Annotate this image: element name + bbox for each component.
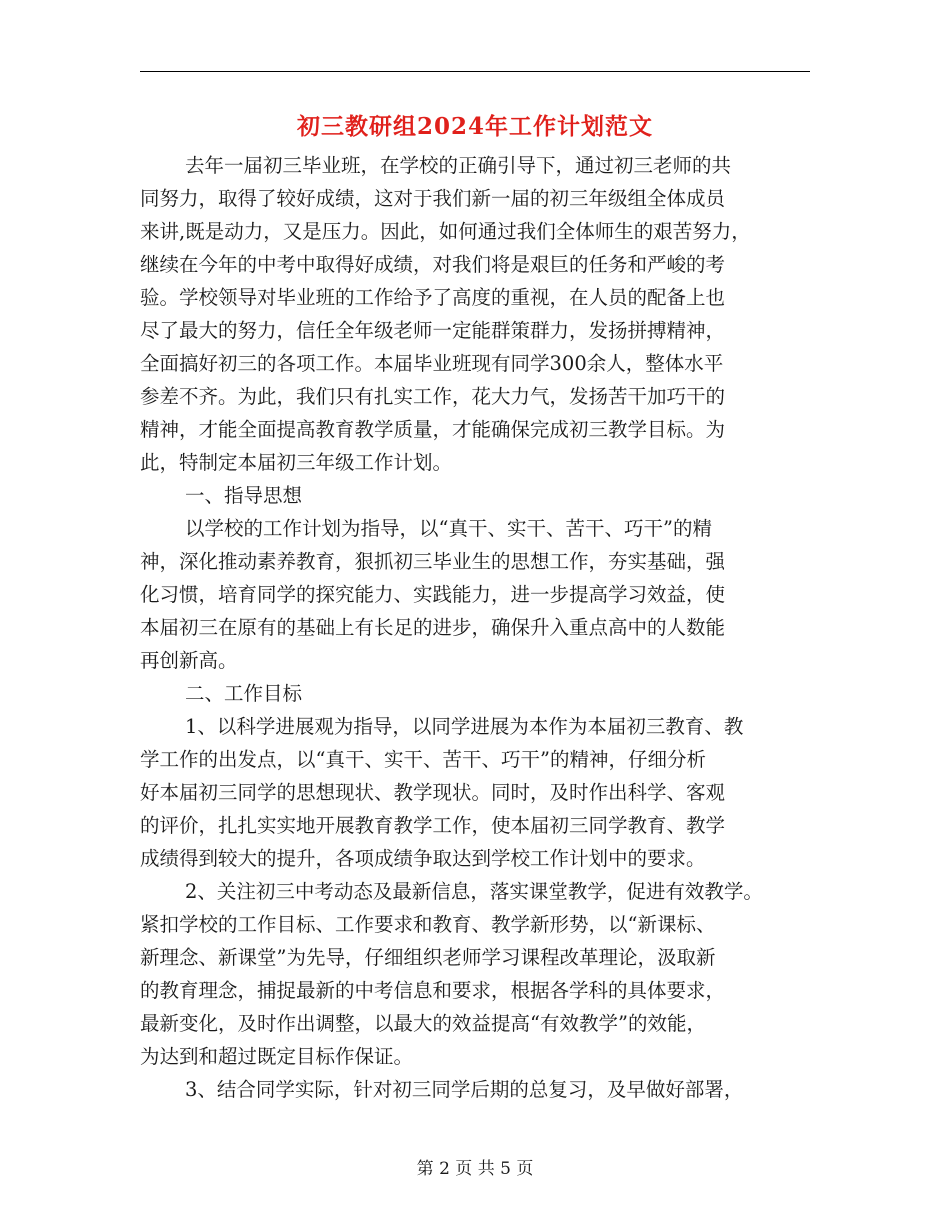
body-line: 再创新高。 (140, 649, 238, 672)
body-line: 参差不齐。为此，我们只有扎实工作，花大力气，发扬苦干加巧干的 (140, 385, 726, 408)
page-footer: 第 2 页 共 5 页 (416, 1159, 534, 1179)
body-line: 1、以科学进展观为指导，以同学进展为本作为本届初三教育、教 (185, 715, 744, 738)
body-line: 以学校的工作计划为指导，以“真干、实干、苦干、巧干”的精 (185, 517, 712, 540)
body-line: 新理念、新课堂”为先导，仔细组织老师学习课程改革理论，汲取新 (140, 946, 716, 969)
body-line: 精神，才能全面提高教育教学质量，才能确保完成初三教学目标。为 (140, 418, 726, 441)
body-line: 3、结合同学实际，针对初三同学后期的总复习，及早做好部署， (185, 1078, 744, 1101)
body-line: 紧扣学校的工作目标、工作要求和教育、教学新形势，以“新课标、 (140, 913, 716, 936)
body-line: 来讲,既是动力，又是压力。因此，如何通过我们全体师生的艰苦努力， (140, 220, 751, 243)
body-line: 神，深化推动素养教育，狠抓初三毕业生的思想工作，夯实基础，强 (140, 550, 726, 573)
body-line: 的评价，扎扎实实地开展教育教学工作，使本届初三同学教育、教学 (140, 814, 726, 837)
section-heading: 二、工作目标 (185, 682, 303, 705)
body-line: 好本届初三同学的思想现状、教学现状。同时，及时作出科学、客观 (140, 781, 726, 804)
body-line: 为达到和超过既定目标作保证。 (140, 1045, 414, 1068)
body-line: 继续在今年的中考中取得好成绩，对我们将是艰巨的任务和严峻的考 (140, 253, 726, 276)
body-line: 2、关注初三中考动态及最新信息，落实课堂教学，促进有效教学。 (185, 880, 763, 903)
section-heading: 一、指导思想 (185, 484, 303, 507)
body-line: 验。学校领导对毕业班的工作给予了高度的重视，在人员的配备上也 (140, 286, 726, 309)
document-title: 初三教研组2024年工作计划范文 (296, 113, 653, 140)
body-line: 全面搞好初三的各项工作。本届毕业班现有同学300余人，整体水平 (140, 352, 724, 375)
body-line: 本届初三在原有的基础上有长足的进步，确保升入重点高中的人数能 (140, 616, 726, 639)
header-rule (140, 71, 810, 72)
body-line: 同努力，取得了较好成绩，这对于我们新一届的初三年级组全体成员 (140, 187, 726, 210)
body-line: 最新变化，及时作出调整，以最大的效益提高“有效教学”的效能， (140, 1012, 706, 1035)
body-line: 去年一届初三毕业班，在学校的正确引导下，通过初三老师的共 (185, 154, 732, 177)
body-line: 学工作的出发点，以“真干、实干、苦干、巧干”的精神，仔细分析 (140, 748, 706, 771)
body-line: 成绩得到较大的提升，各项成绩争取达到学校工作计划中的要求。 (140, 847, 706, 870)
body-line: 此，特制定本届初三年级工作计划。 (140, 451, 453, 474)
body-line: 的教育理念，捕捉最新的中考信息和要求，根据各学科的具体要求， (140, 979, 726, 1002)
body-line: 化习惯，培育同学的探究能力、实践能力，进一步提高学习效益，使 (140, 583, 726, 606)
body-line: 尽了最大的努力，信任全年级老师一定能群策群力，发扬拼搏精神， (140, 319, 726, 342)
